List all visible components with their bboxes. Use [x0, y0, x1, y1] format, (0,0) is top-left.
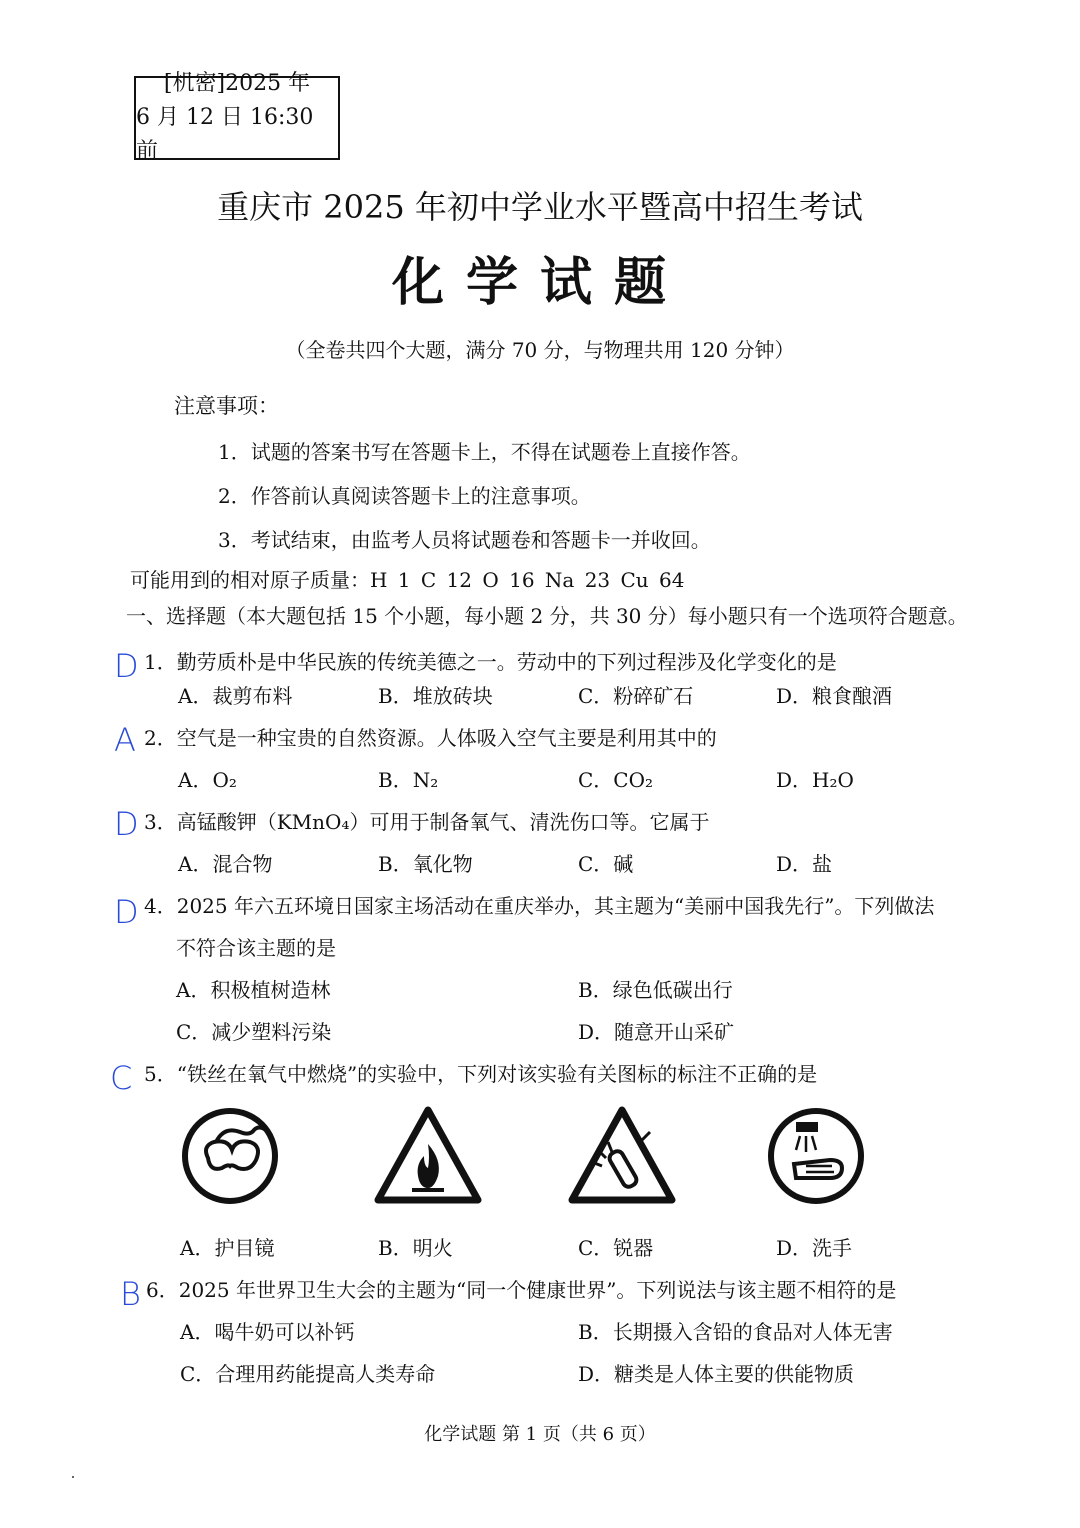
option: C．锐器: [578, 1236, 654, 1260]
option: B．绿色低碳出行: [578, 978, 733, 1002]
option: D．H₂O: [776, 768, 854, 792]
subject-title: 化学试题: [391, 252, 688, 313]
option: A．混合物: [178, 852, 273, 876]
confidential-box: [134, 71, 340, 164]
confidential-line-2: 6 月 12 日 16:30 前: [136, 105, 314, 164]
option: A．护目镜: [180, 1236, 275, 1260]
option: C．碱: [578, 852, 634, 876]
notice-item: 3．考试结束，由监考人员将试题卷和答题卡一并收回。: [218, 528, 711, 552]
sharp-object-icon: [566, 1104, 678, 1208]
notice-heading: 注意事项：: [174, 394, 279, 418]
question-stem: 5．“铁丝在氧气中燃烧”的实验中，下列对该实验有关图标的标注不正确的是: [144, 1062, 818, 1086]
page-footer: 化学试题 第 1 页（共 6 页）: [424, 1424, 656, 1445]
option: C．粉碎矿石: [578, 684, 694, 708]
goggles-icon: [180, 1106, 280, 1206]
question-stem: 6．2025 年世界卫生大会的主题为“同一个健康世界”。下列说法与该主题不相符的是: [146, 1278, 897, 1302]
question-stem: 1．勤劳质朴是中华民族的传统美德之一。劳动中的下列过程涉及化学变化的是: [144, 650, 837, 674]
option: A．裁剪布料: [178, 684, 293, 708]
answer-mark: A: [114, 721, 136, 759]
option: C．减少塑料污染: [176, 1020, 332, 1044]
option: D．洗手: [776, 1236, 853, 1260]
section-heading: 一、选择题（本大题包括 15 个小题，每小题 2 分，共 30 分）每小题只有一个选项符合题意。: [126, 604, 968, 628]
option: A．O₂: [178, 768, 237, 792]
confidential-line-1: [机密]2025 年: [163, 71, 311, 96]
option: B．长期摄入含铅的食品对人体无害: [578, 1320, 893, 1344]
exam-title: 重庆市 2025 年初中学业水平暨高中招生考试: [217, 188, 863, 226]
option: A．积极植树造林: [176, 978, 331, 1002]
option: C．合理用药能提高人类寿命: [180, 1362, 436, 1386]
answer-mark: D: [114, 647, 139, 685]
notice-item: 2．作答前认真阅读答题卡上的注意事项。: [218, 484, 591, 508]
scan-speck: [72, 1476, 74, 1478]
answer-mark: D: [114, 805, 139, 843]
answer-mark: C: [110, 1059, 133, 1097]
question-stem: 3．高锰酸钾（KMnO₄）可用于制备氧气、清洗伤口等。它属于: [144, 810, 710, 834]
option: B．N₂: [378, 768, 439, 792]
option: D．糖类是人体主要的供能物质: [578, 1362, 855, 1386]
question-stem-continued: 不符合该主题的是: [176, 936, 336, 960]
answer-mark: D: [114, 893, 139, 931]
option: C．CO₂: [578, 768, 654, 792]
option: B．氧化物: [378, 852, 473, 876]
question-stem: 2．空气是一种宝贵的自然资源。人体吸入空气主要是利用其中的: [144, 726, 717, 750]
atomic-masses: 可能用到的相对原子质量：H 1 C 12 O 16 Na 23 Cu 64: [130, 568, 685, 592]
option: D．粮食酿酒: [776, 684, 893, 708]
option: D．盐: [776, 852, 833, 876]
flame-icon: [372, 1104, 484, 1208]
question-stem: 4．2025 年六五环境日国家主场活动在重庆举办，其主题为“美丽中国我先行”。下列做法: [144, 894, 935, 918]
option: D．随意开山采矿: [578, 1020, 735, 1044]
notice-item: 1．试题的答案书写在答题卡上，不得在试题卷上直接作答。: [218, 440, 751, 464]
exam-info: （全卷共四个大题，满分 70 分，与物理共用 120 分钟）: [285, 338, 795, 362]
answer-mark: B: [120, 1275, 141, 1313]
hand-wash-icon: [766, 1106, 866, 1206]
option: B．堆放砖块: [378, 684, 493, 708]
option: A．喝牛奶可以补钙: [180, 1320, 355, 1344]
option: B．明火: [378, 1236, 453, 1260]
